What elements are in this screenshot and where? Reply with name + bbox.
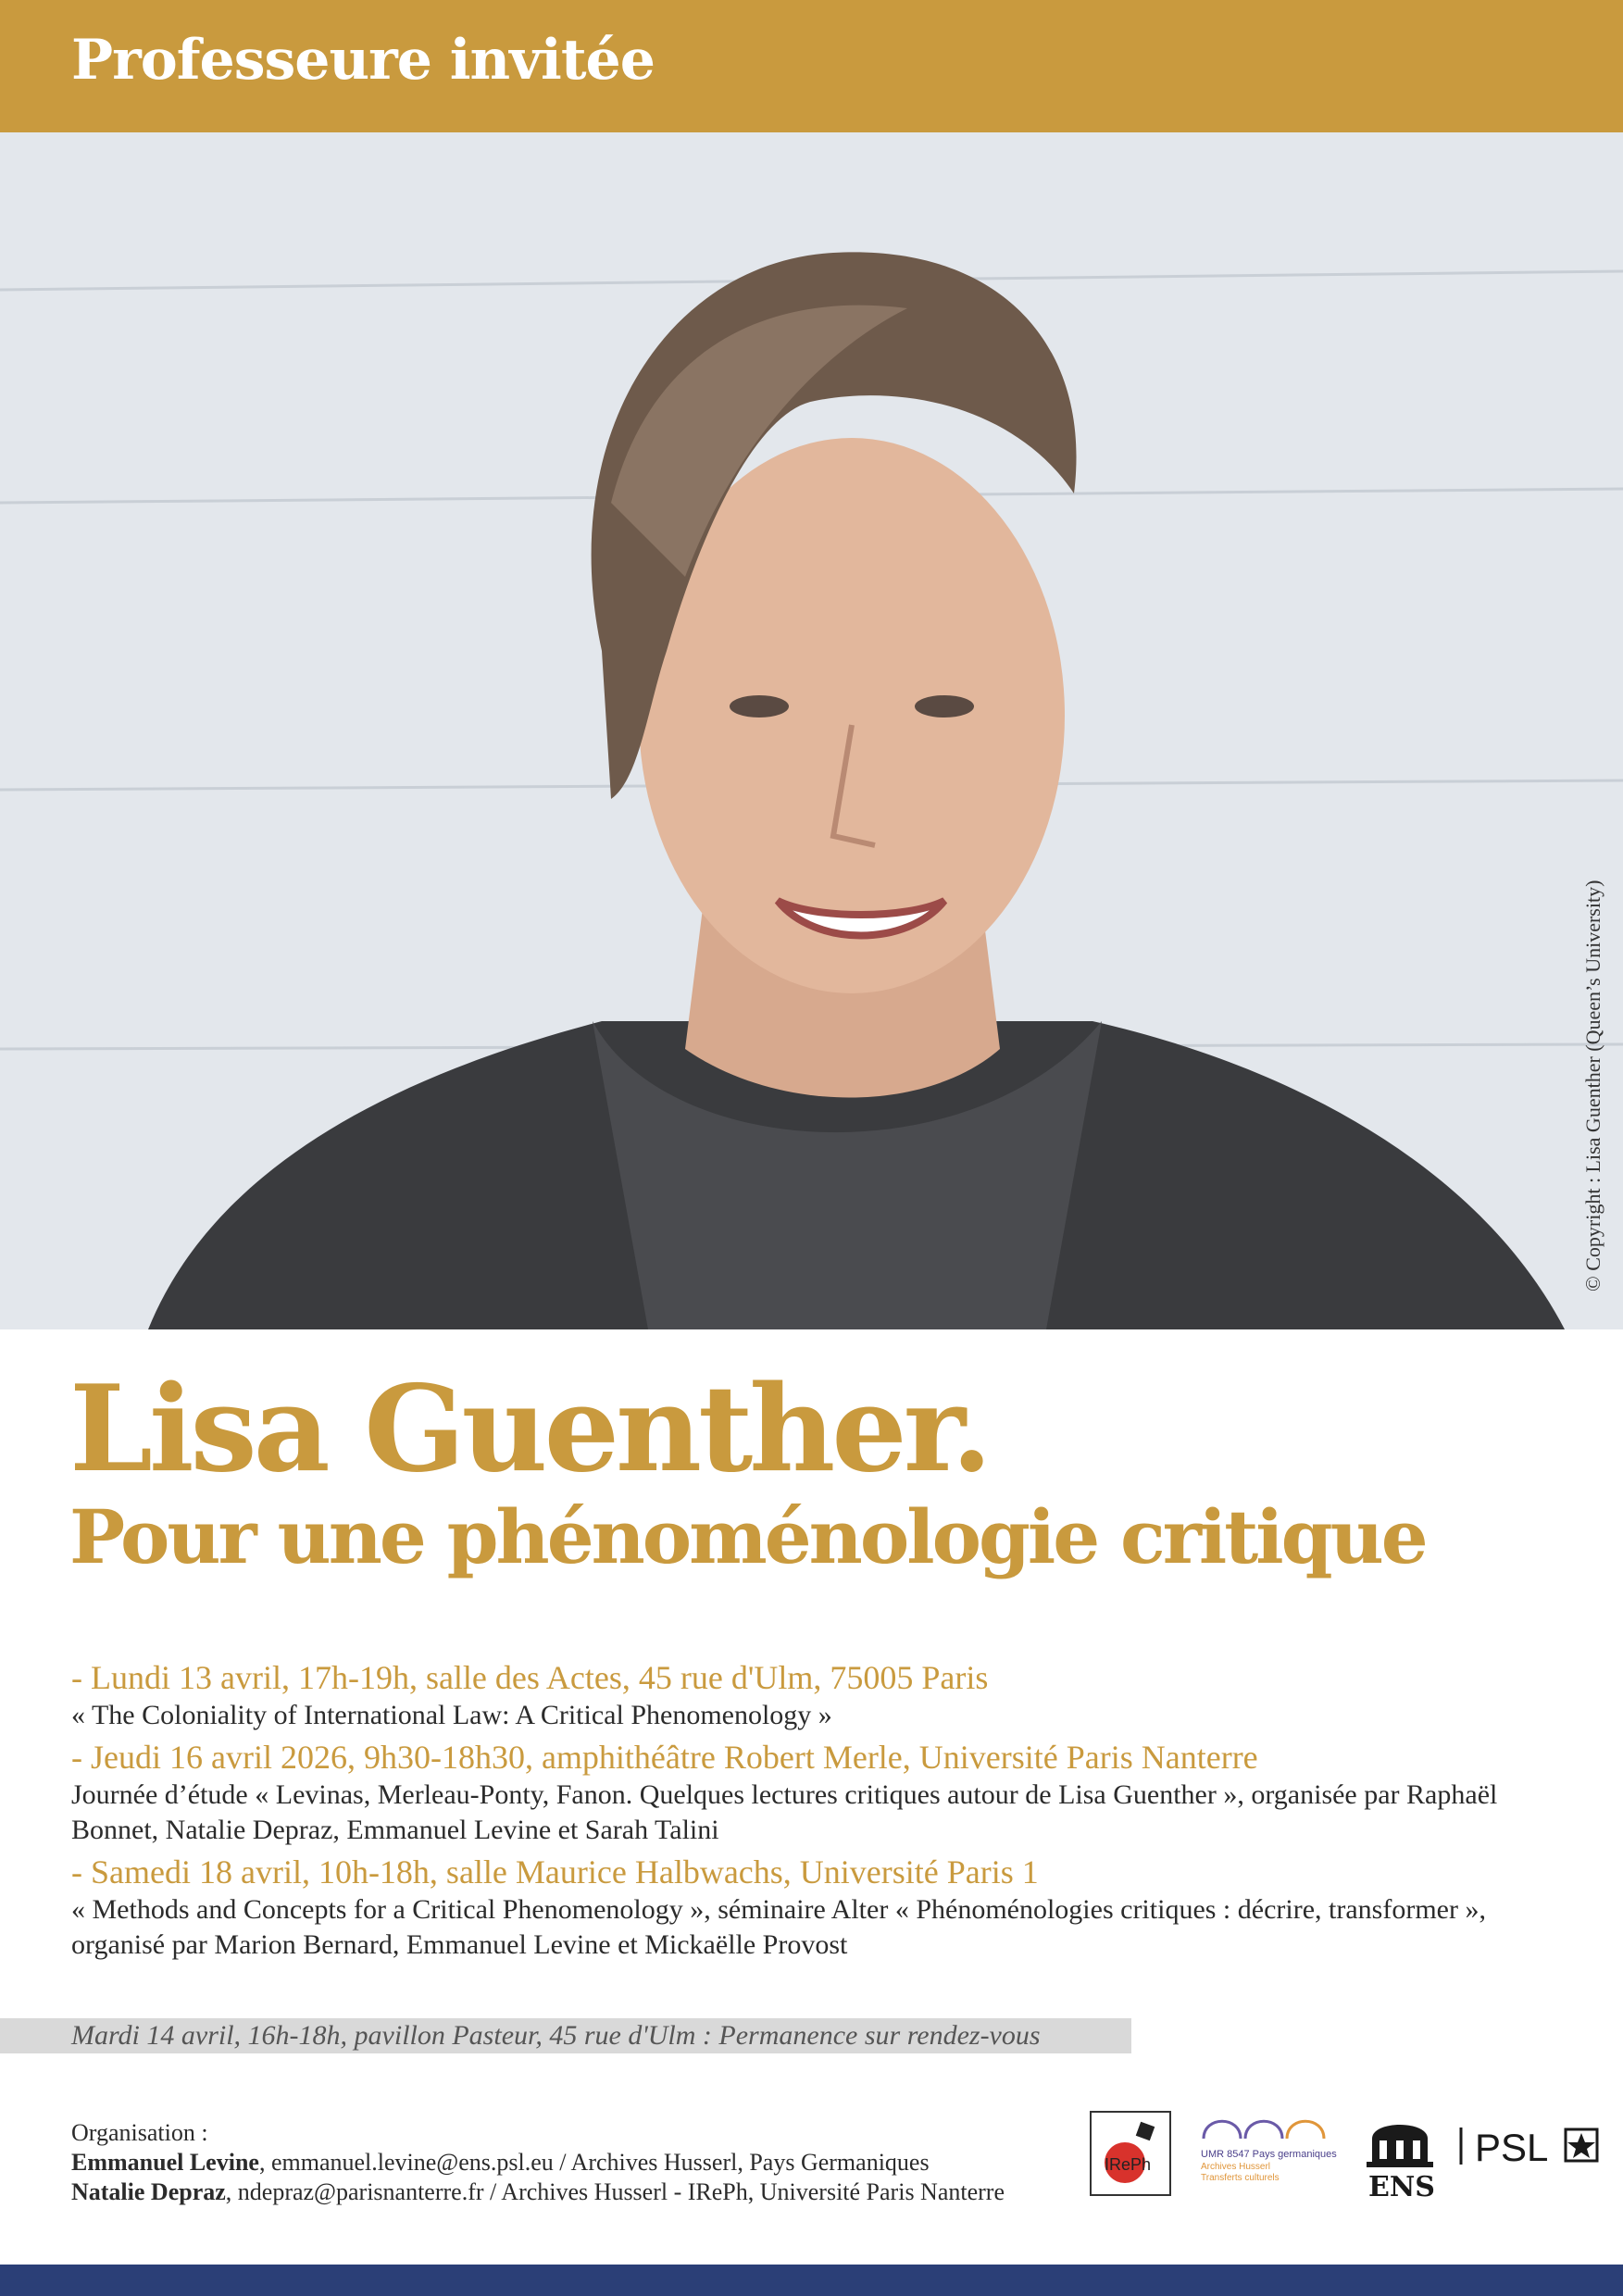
footer-bar [0,2265,1623,2296]
umr-logo-line3: Transferts culturels [1201,2173,1280,2183]
permanence-band [0,2018,1131,2053]
contact-line [71,2148,1005,2177]
event-heading: - Lundi 13 avril, 17h-19h, salle des Actes, 45 rue d'Ulm, 75005 Paris [71,1659,989,1696]
event-subtitle: Pour une phénoménologie critique [69,1493,1426,1580]
speaker-name: Lisa Guenther. [69,1360,989,1499]
portrait-photo [0,132,1623,1329]
ireph-logo [1090,2111,1171,2203]
psl-logo-text: PSL [1475,2126,1549,2169]
permanence-text: Mardi 14 avril, 16h-18h, pavillon Pasteur, 45 rue d'Ulm : Permanence sur rendez-vous [71,2020,1041,2051]
event-item [71,1737,1571,1848]
umr-logo-line2: Archives Husserl [1201,2162,1271,2172]
event-description: Journée d’étude « Levinas, Merleau-Ponty, Fanon. Quelques lectures critiques autour de Lisa Guenther », organisée par Raphaël Bonnet, Natalie Depraz, Emmanuel Levine et Sarah Talini [71,1779,1498,1845]
event-heading: - Jeudi 16 avril 2026, 9h30-18h30, amphithéâtre Robert Merle, Université Paris Nanterre [71,1739,1258,1776]
psl-logo [1458,2111,1606,2203]
ens-logo [1363,2111,1446,2203]
organisation-block [71,2118,1005,2207]
contact-name: Natalie Depraz [71,2178,226,2205]
header-banner [0,0,1623,132]
event-heading: - Samedi 18 avril, 10h-18h, salle Maurice Halbwachs, Université Paris 1 [71,1853,1039,1890]
contact-name: Emmanuel Levine [71,2149,259,2176]
organisation-label: Organisation : [71,2119,208,2146]
photo-copyright: © Copyright : Lisa Guenther (Queen’s University) [1581,880,1604,1292]
event-list [71,1657,1571,1966]
event-item [71,1657,1571,1733]
contact-details: , emmanuel.levine@ens.psl.eu / Archives Husserl, Pays Germaniques [258,2149,930,2176]
event-description: « The Coloniality of International Law: A Critical Phenomenology » [71,1700,832,1730]
event-item [71,1852,1571,1963]
portrait-illustration [0,132,1623,1329]
umr-logo [1199,2111,1347,2203]
umr-logo-line1: UMR 8547 Pays germaniques [1201,2149,1337,2160]
contact-line [71,2177,1005,2207]
header-title: Professeure invitée [71,28,655,93]
contact-details: , ndepraz@parisnanterre.fr / Archives Husserl - IRePh, Université Paris Nanterre [225,2178,1005,2205]
event-description: « Methods and Concepts for a Critical Phenomenology », séminaire Alter « Phénoménologies critiques : décrire, transformer », organisé par Marion Bernard, Emmanuel Levine et Mickaëlle Provost [71,1894,1486,1960]
ireph-logo-text: IRePh [1105,2155,1152,2174]
ens-logo-text: ENS [1368,2171,1435,2203]
